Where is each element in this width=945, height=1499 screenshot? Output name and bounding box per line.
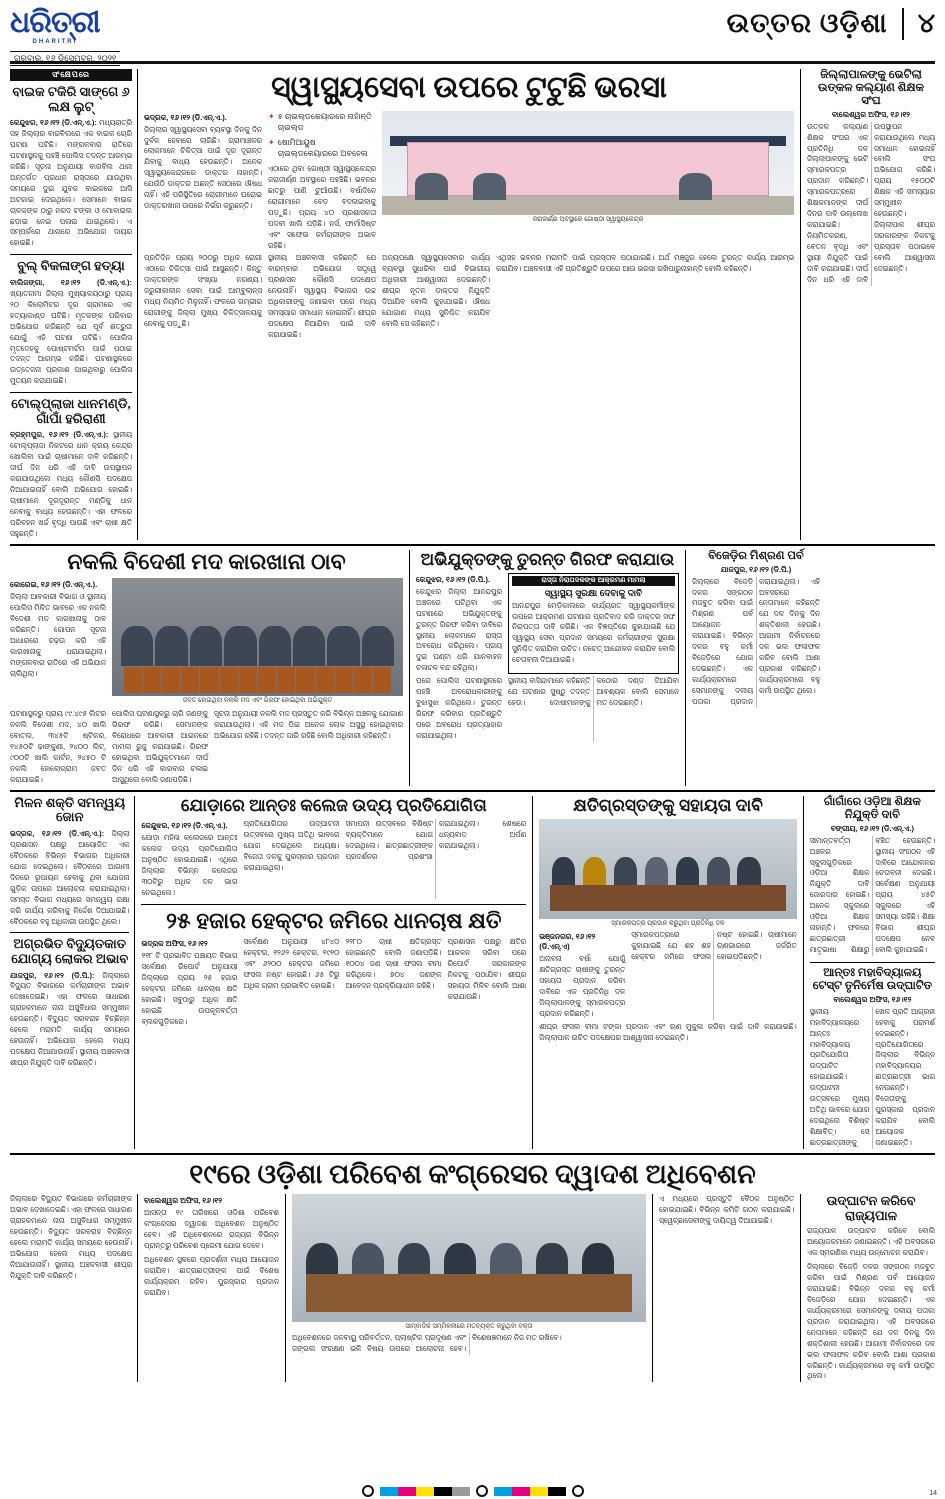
paddy-para-1: ୧୧୮ ଟି ପ୍ରଭାବିତ ପଞ୍ଚାୟତ ବିଭାଗ ସର୍ବେକ୍ଷଣ ରିପୋର୍ଟ ଅନୁଯାୟୀ ଜିଲ୍ଲାରେ ପ୍ରାୟ ୨୫ ହଜାର ହେକ୍ଟର ଜମିରେ ଧାନଚାଷ କ୍ଷତି ହୋଇଛି। ସବୁଠାରୁ ଅଧିକ କ୍ଷତି ହୋଇଛି ଉପକୂଳବର୍ତ୍ତୀ ବ୍ଲକଗୁଡ଼ିକରେ।	[141, 951, 238, 1026]
brief-headline: ଟୋଲ୍‌ପ୍ଲାଜା ଧାନମଣ୍ଡି, ଗାଁପାଁ ହରିରାଣୀ	[11, 396, 131, 426]
brief-item[interactable]	[10, 254, 132, 387]
fake-liquor-para-4: ସୂଚନା ଅନୁଯାୟୀ ନକଲି ମଦ ପ୍ରସ୍ତୁତ କରି ବିଭିନ୍ନ ଅଞ୍ଚଳକୁ ଯୋଗାଣ କରାଯାଉଥିଲା। ଏହି ମଦ ପିଇ ଅନେକ ଲୋକ ଅସୁସ୍ଥ ହୋଇଥିବାର ଅଭିଯୋଗ ରହିଛି। ତଦନ୍ତ ଜାରି ରହିଛି ବୋଲି ଅଧିକାରୀ କହିଛନ୍ତି।	[214, 709, 403, 741]
lead-para-1: ଜିଲ୍ଲାର ସ୍ୱାସ୍ଥ୍ୟସେବା ବ୍ୟବସ୍ଥା ଦିନକୁ ଦିନ ଦୁର୍ବଳ ହେବାରେ ଲାଗିଛି। ଗ୍ରାମାଞ୍ଚଳର ଲୋକମାନେ ଚିକିତ୍ସା ପାଇଁ ଦୂର ଦୂରାନ୍ତ ଯିବାକୁ ବାଧ୍ୟ ହେଉଛନ୍ତି। ଅନେକ ସ୍ୱାସ୍ଥ୍ୟକେନ୍ଦ୍ରରେ ଡାକ୍ତର ନାହାନ୍ତି। ଯେଉଁଠି ଡାକ୍ତର ଅଛନ୍ତି ସେଠାରେ ଔଷଧ ନାହିଁ। ଏହି ପରିସ୍ଥିତିରେ ରୋଗୀମାନେ ଘରୋଇ ଡାକ୍ତରଖାନା ଉପରେ ନିର୍ଭର କରୁଛନ୍ତି।	[144, 124, 262, 211]
congress-para-2: ଅଧିବେଶନରେ ଜଳବାୟୁ ପରିବର୍ତ୍ତନ, ପ୍ଲାଷ୍ଟିକ ପ୍ରଦୂଷଣ ଏବଂ ଜଙ୍ଗଲ ସଂରକ୍ଷଣ ଭଳି ବିଷୟ ଉପରେ ଆଲୋଚନା ହେବ। ବିଶେଷଜ୍ଞମାନେ ନିଜ ମତ ରଖିବେ।	[292, 1333, 562, 1354]
congress-photo-caption: ସାମ୍ବାଦିକ ସମ୍ମିଳନୀରେ ମତବ୍ୟକ୍ତ କରୁଥିବା ବକ୍ତା	[405, 1323, 533, 1331]
brief-byline: ବ୍ରହ୍ମପୁର, ୧୬।୧୨ (ଡି.ଏନ୍.ଏ.):	[10, 430, 109, 440]
color-swatch-cyan	[494, 1487, 512, 1496]
story-college-and-paddy[interactable]	[141, 796, 533, 1149]
paddy-para-3: ୨୨୮୦ ଚାଷୀ କ୍ଷତିଗ୍ରସ୍ତ ହୋଇଛନ୍ତି ବୋଲି ଜଣାପଡ଼ିଛି। ୧୦୦୪ ଜଣ ଚାଷୀ ଫସଲ ବୀମା କରିଥିଲେ। ୭୦୪ ଜଣଙ୍କ ଆବେଦନ ପ୍ରକ୍ରିୟାଧୀନ ରହିଛି।	[345, 937, 442, 990]
congress-para-3: ଏ ମଧ୍ୟରେ ପ୍ରସ୍ତୁତି ବୈଠକ ଅନୁଷ୍ଠିତ ହୋଇଯାଇଛି। ବିଭିନ୍ନ କମିଟି ଗଠନ କରାଯାଇଛି। ସ୍ୱେଚ୍ଛାସେବୀଙ୍କୁ ଦାୟିତ୍ୱ ଦିଆଯାଇଛି।	[659, 1194, 794, 1226]
congress-col-2	[144, 1194, 286, 1382]
right-item[interactable]	[810, 796, 935, 956]
lead-bullet	[268, 137, 376, 160]
congress-headline: ୧୯ରେ ଓଡ଼ିଶା ପରିବେଶ କଂଗ୍ରେସର ଦ୍ୱାଦଶ ଅଧିବେଶନ	[189, 1158, 756, 1189]
right-column-mid[interactable]	[692, 550, 820, 786]
color-swatch-grey	[452, 1487, 470, 1496]
right-byline: ବଙ୍ଗୀୟ, ୧୬।୧୨ (ଡି.ଏନ୍.ଏ.)	[830, 823, 914, 833]
fake-liquor-para-3: ପୋଲିସ ଘଟଣାସ୍ଥଳରୁ ଚାରି ଜଣଙ୍କୁ ଗିରଫ କରିଛି। ସେମାନଙ୍କ ବିରୋଧରେ ଆବକାରୀ ଆଇନରେ ମାମଲା ରୁଜୁ କରାଯାଇଛି। ଗିରଫ ହୋଇଥିବା ଅଭିଯୁକ୍ତମାନେ ଦୀର୍ଘ ଦିନ ଧରି ଏହି କାରବାର ଚଳାଇ ଆସୁଥିଲେ ବୋଲି ଜଣାପଡ଼ିଛି।	[112, 709, 208, 784]
briefs-section-label: ସଂକ୍ଷେପରେ	[10, 69, 132, 81]
brief-byline: ବାଲିଜଙ୍ଗା, ୧୬।୧୨ (ଡି.ଏନ୍.ଏ.):	[10, 277, 132, 287]
bullet-marker: ✦	[268, 111, 275, 121]
brief-text: ଜିଲ୍ଲାରେ ବିଦ୍ୟୁତ ବିଭାଗରେ କର୍ମଚାରୀଙ୍କ ଅଭାବ ଦେଖାଦେଇଛି। ଏହା ଫଳରେ ସାଧାରଣ ଗ୍ରାହକମାନେ ନାନା ଅସୁବିଧାର ସମ୍ମୁଖୀନ ହେଉଛନ୍ତି। ବିଦ୍ୟୁତ ସରବରାହ ବିଚ୍ଛିନ୍ନ ହେଲେ ମରାମତି କାର୍ଯ୍ୟ ସମୟରେ ହେଉନାହିଁ। ଅଭିଯୋଗ ହେଲେ ମଧ୍ୟ ପଦକ୍ଷେପ ନିଆଯାଉନାହିଁ। ସ୍ଥାନୀୟ ଅଞ୍ଚଳବାସୀ ଶୀଘ୍ର ନିଯୁକ୍ତି ଦାବି କରିଛନ୍ତି।	[10, 970, 130, 1068]
story-paddy[interactable]	[141, 904, 526, 1028]
paddy-para-2: ସର୍ବେକ୍ଷଣ ଅନୁଯାୟୀ ୪୮୪୦ ହେକ୍ଟର, ୧୨୬୨ ହେକ୍ଟର, ୧୯୧୦ ଏବଂ ୬୨୦୦ ହେକ୍ଟର ଜମିରେ ଫସଲ ନଷ୍ଟ ହୋଇଛି। ୬୫ ଟିରୁ ଅଧିକ ଗ୍ରାମ ପ୍ରଭାବିତ ହୋଇଛି।	[243, 937, 340, 990]
arrest-sidebar	[508, 573, 679, 675]
story-fake-liquor[interactable]	[10, 550, 410, 786]
right-item[interactable]	[810, 962, 935, 1149]
lead-col-1	[144, 111, 262, 252]
brief-text: ଜିଲ୍ଲା ପ୍ରଶାସନ ପକ୍ଷରୁ ଆୟୋଜିତ ଏକ ବୈଠକରେ ବିଭିନ୍ନ ବିଭାଗର ଅଧିକାରୀ ଯୋଗ ଦେଇଥିଲେ। ବୈଠକରେ ଆଗାମୀ ଦିନରେ ରୂପାୟନ ହେବାକୁ ଥିବା ଯୋଜନା ଗୁଡ଼ିକ ଉପରେ ଆଲୋଚନା କରାଯାଇଥିଲା। ସମସ୍ତ ବିଭାଗ ମଧ୍ୟରେ ସମନ୍ୱୟ ରକ୍ଷା କରି କାର୍ଯ୍ୟ କରିବାକୁ ନିର୍ଦ୍ଦେଶ ଦିଆଯାଇଛି। ବୈଠକରେ ବହୁ ଅଧିକାରୀ ଉପସ୍ଥିତ ଥିଲେ।	[10, 829, 130, 926]
registration-mark-icon	[572, 1485, 584, 1497]
arrest-headline: ଅଭିଯୁକ୍ତଙ୍କୁ ତୁରନ୍ତ ଗିରଫ କରାଯାଉ	[420, 549, 675, 569]
right-byline: ବାଲେଶ୍ୱର ଅଫିସ, ୧୬।୧୨	[832, 109, 910, 119]
masthead	[10, 8, 935, 64]
congress-side-headline: ଉଦ୍‌ଘାଟନ କରିବେ ରାଜ୍ୟପାଳ	[826, 1193, 916, 1223]
briefs-column-cont	[10, 796, 135, 1149]
page-number: ୪	[902, 8, 935, 40]
top-band	[10, 69, 935, 540]
brief-headline: ବୁଲ୍‌ ବିକଳାଙ୍ଗ ହତ୍ୟା	[17, 258, 125, 274]
brief-headline: ଅଗ୍ରଭିତ ବିଦ୍ୟୁତକାତ ଯୋଗ୍ୟ ଲୋକର ଅଭାବ	[11, 936, 129, 966]
brief-item[interactable]	[10, 392, 132, 539]
arrest-byline: କେନ୍ଦୁଝର, ୧୬।୧୨ (ଡି.ପି.).	[416, 574, 491, 584]
fake-liquor-photo-caption: ଜବତ ହୋଇଥିବା ନକଲି ମଦ ଏବଂ ଗିରଫ ହୋଇଥିବା ଅଭିଯୁକ୍ତ	[182, 697, 333, 705]
congress-side-extra: ଜିଲ୍ଲାରେ ବିଜେଡ଼ି ଦଳର ସଙ୍ଗଠନ ମଜବୁତ କରିବା ପାଇଁ ମିଶ୍ରଣ ପର୍ବ ଆୟୋଜନ କରାଯାଇଛି। ବିଭିନ୍ନ ଦଳର ବହୁ କର୍ମୀ ବିଜେଡ଼ିରେ ଯୋଗ ଦେଇଛନ୍ତି। ଏକ କାର୍ଯ୍ୟକ୍ରମରେ ସେମାନଙ୍କୁ ଦଳୀୟ ପତାକା ପ୍ରଦାନ କରାଯାଇଥିଲା। ଏହି ଅବସରରେ ନେତାମାନେ କହିଛନ୍ତି ଯେ ଦଳ ଦିନକୁ ଦିନ ଶକ୍ତିଶାଳୀ ହେଉଛି। ଆଗାମୀ ନିର୍ବାଚନରେ ଦଳ ଭଲ ଫଳାଫଳ କରିବ ବୋଲି ଆଶା ପ୍ରକାଶ କରିଛନ୍ତି। କାର୍ଯ୍ୟକ୍ରମରେ ବହୁ କର୍ମୀ ଉପସ୍ଥିତ ଥିଲେ।	[807, 1262, 935, 1381]
bullet-text: ୫ ଚାଇଲ୍ଡକେୟାରରେ ନାହାଁନ୍ତି ଚାଇଲ୍ଡ	[277, 111, 372, 133]
second-band	[10, 550, 935, 786]
arrest-para-1: କେନ୍ଦୁଝର ଜିଲ୍ଲା ଆନନ୍ଦପୁର ଅଞ୍ଚଳରେ ଘଟିଥିବା ଏକ ଘଟଣାରେ ଅଭିଯୁକ୍ତଙ୍କୁ ତୁରନ୍ତ ଗିରଫ କରିବା ଦାବିରେ ସ୍ଥାନୀୟ ଲୋକମାନେ ରାସ୍ତା ଅବରୋଧ କରିଥିଲେ। ପ୍ରାୟ ଦୁଇ ଘଣ୍ଟା ଧରି ଯାନବାହନ ଚଳାଚଳ ବନ୍ଦ ରହିଥିଲା।	[416, 586, 502, 673]
arrest-para-3: ସ୍ଥାନୀୟ ବାସିନ୍ଦାମାନେ କହିଛନ୍ତି ଯେ ଘଟଣାର ସୁଷ୍ଠୁ ତଦନ୍ତ ହେଉ। ଦୋଷୀମାନଙ୍କୁ କଠୋର ଦଣ୍ଡ ଦିଆଯିବା ଆବଶ୍ୟକ ବୋଲି ସେମାନେ ମତ ଦେଇଛନ୍ତି।	[508, 676, 679, 708]
story-congress[interactable]	[10, 1159, 935, 1382]
brief-headline: ମିଳନ ଶକ୍ତି ସମନ୍ୱୟ ଜୋନ	[14, 794, 126, 825]
brief-text: ସ୍ଥାନୀୟ ଟୋଲ୍‌ପ୍ଲାଜା ନିକଟରେ ଧାନ କ୍ରୟ କେନ୍ଦ୍ର ଖୋଲିବା ପାଇଁ ଚାଷୀମାନେ ଦାବି କରିଛନ୍ତି। ଦୀର୍ଘ ଦିନ ଧରି ଏହି ଦାବି ଉପସ୍ଥାପନ କରାଯାଉଥିଲେ ମଧ୍ୟ କୌଣସି ପଦକ୍ଷେପ ନିଆଯାଇନାହିଁ ବୋଲି ଅଭିଯୋଗ ହୋଇଛି। ଚାଷୀମାନେ ଦୂରଦୂରାନ୍ତ ମଣ୍ଡିକୁ ଧାନ ନେବାକୁ ବାଧ୍ୟ ହେଉଛନ୍ତି। ଏହା ଫଳରେ ପରିବହନ ଖର୍ଚ୍ଚ ବୃଦ୍ଧି ପାଉଛି ଏବଂ ଚାଷୀ କ୍ଷତି ସହୁଛନ୍ତି।	[10, 430, 133, 538]
print-registration-bar	[0, 1483, 945, 1499]
aid-para-1: ଅନାବନା ବର୍ଷା ଯୋଗୁଁ କ୍ଷତିଗ୍ରସ୍ତ ଚାଷୀଙ୍କୁ ତୁରନ୍ତ ସହାୟତା ପ୍ରଦାନ କରିବା ଦାବିରେ ଏକ ପ୍ରତିନିଧି ଦଳ ଜିଲ୍ଲାପାଳଙ୍କୁ ସ୍ମାରକପତ୍ର ପ୍ରଦାନ କରିଛନ୍ତି।	[539, 953, 626, 1018]
lead-photo	[382, 111, 794, 215]
story-aid[interactable]	[539, 796, 803, 1149]
right-byline: ବାଲେଶ୍ୱର ଅଫିସ, ୧୬।୧୨	[833, 994, 912, 1004]
congress-col-1	[10, 1194, 138, 1382]
right-text: ସୀମାନ୍ତବର୍ତ୍ତୀ ଅଞ୍ଚଳର ସ୍କୁଲଗୁଡ଼ିକରେ ଓଡ଼ିଆ ଶିକ୍ଷକ ନିଯୁକ୍ତି ଦାବି ଜୋରଦାର ହୋଇଛି। ଅନେକ ସ୍କୁଲରେ ଓଡ଼ିଆ ଶିକ୍ଷକ ନାହାନ୍ତି। ଫଳରେ ଛାତ୍ରଛାତ୍ରୀ ମାତୃଭାଷା ଶିକ୍ଷାରୁ ବଞ୍ଚିତ ହେଉଛନ୍ତି। ସ୍ଥାନୀୟ ସଂଗଠନ ଏହି ଦାବିରେ ଆନ୍ଦୋଳନର ଚେତାବନୀ ଦେଇଛି। ସର୍ବେକ୍ଷଣ ଅନୁଯାୟୀ ପ୍ରାୟ ୪୫ଟି ସ୍କୁଲରେ ଏହି ସମସ୍ୟା ରହିଛି। ଶିକ୍ଷା ବିଭାଗ ଶୀଘ୍ର ପଦକ୍ଷେପ ନେବ ବୋଲି କୁହାଯାଇଛି।	[809, 835, 935, 955]
lead-para-4: ସ୍ଥାନୀୟ ଅଞ୍ଚଳବାସୀ କହିଛନ୍ତି ଯେ ବାରମ୍ବାର ଅଭିଯୋଗ ସତ୍ତ୍ୱେ ପ୍ରଶାସନ କୌଣସି ପଦକ୍ଷେପ ନେଉନାହିଁ। ସ୍ୱାସ୍ଥ୍ୟ ବିଭାଗର ଉଚ୍ଚ ଅଧିକାରୀଙ୍କୁ ଜଣାଇବା ପରେ ମଧ୍ୟ ସମସ୍ୟାର ସମାଧାନ ହୋଇନାହିଁ। ଶୀଘ୍ର ପଦକ୍ଷେପ ନିଆଯିବା ପାଇଁ ଦାବି କରାଯାଇଛି।	[268, 253, 376, 340]
aid-para-3: ଶୀଘ୍ର ଫସଲ ବୀମା ଟଙ୍କା ପ୍ରଦାନ ଏବଂ ଋଣ ମୁକୁଳା କରିବା ପାଇଁ ଦାବି କରାଯାଇଛି। ଜିଲ୍ଲାପାଳ ଉଚିତ ପଦକ୍ଷେପର ଆଶ୍ୱାସନା ଦେଇଛନ୍ତି।	[539, 1021, 797, 1042]
arrest-sidebar-text: ଆନନ୍ଦପୁର ମେଡ଼ିକାଲରେ କାର୍ଯ୍ୟରତ ସ୍ୱାସ୍ଥ୍ୟକର୍ମୀଙ୍କ ଉପରେ ଆକ୍ରମଣ ଘଟଣାର ପ୍ରତିବାଦ କରି ଡାକ୍ତର ସଙ୍ଘ ନିରାପତ୍ତା ଦାବି କରିଛି। ଏକ ବିଜ୍ଞପ୍ତିରେ କୁହାଯାଇଛି ଯେ ସ୍ୱାସ୍ଥ୍ୟ ସେବା ପ୍ରଦାନ ସମୟରେ କର୍ମଚାରୀଙ୍କ ସୁରକ୍ଷା ସୁନିଶ୍ଚିତ କରାଯିବା ଉଚିତ। ନଚେତ୍ ଆନ୍ଦୋଳନ କରାଯିବ ବୋଲି ଚେତାବନୀ ଦିଆଯାଇଛି।	[512, 600, 675, 665]
aid-photo-caption: ସ୍ମାରକପତ୍ର ପ୍ରଦାନ କରୁଥିବା ପ୍ରତିନିଧି ଦଳ	[611, 919, 725, 927]
congress-photo	[292, 1194, 646, 1322]
paddy-byline: ଭଦ୍ରକ ଅଫିସ, ୧୬।୧୨	[141, 939, 208, 949]
congress-side[interactable]	[807, 1194, 935, 1382]
right-column-bottom[interactable]	[810, 796, 935, 1149]
lead-para-3: ପ୍ରତିଦିନ ପ୍ରାୟ ୨୦୦ରୁ ଅଧିକ ରୋଗୀ ଏଠାରେ ଚିକିତ୍ସା ପାଇଁ ଆସୁଛନ୍ତି। କିନ୍ତୁ ଡାକ୍ତରଙ୍କ ସଂଖ୍ୟା ନଗଣ୍ୟ। ଜରୁରୀକାଳୀନ ସେବା ପାଇଁ ଆମ୍ବୁଲାନ୍ସ ମଧ୍ୟ ନିୟମିତ ମିଳୁନାହିଁ। ଫଳରେ ଗମ୍ଭୀର ରୋଗୀଙ୍କୁ ଜିଲ୍ଲା ମୁଖ୍ୟ ଚିକିତ୍ସାଳୟକୁ ନେବାକୁ ପଡ଼ୁଛି।	[144, 253, 262, 329]
third-band	[10, 796, 935, 1149]
lead-para-5: ଅନ୍ୟପକ୍ଷେ ସ୍ୱାସ୍ଥ୍ୟସେବାର କାର୍ଯ୍ୟ ବ୍ୟବସ୍ଥା ସୁଧାରିବା ପାଇଁ ବିଭାଗୀୟ ଅଧିକାରୀ ଆଶ୍ୱାସନା ଦେଇଛନ୍ତି। ଶୀଘ୍ର ନୂତନ ଡାକ୍ତର ନିଯୁକ୍ତି ଦିଆଯିବ ବୋଲି କୁହାଯାଇଛି। ଔଷଧ ଯୋଗାଣ ମଧ୍ୟ ସୁନିଶ୍ଚିତ କରାଯିବ ବୋଲି ସେ କହିଛନ୍ତି।	[382, 253, 490, 329]
brief-text: ଖ୍ୟାତନାମା ଜିଲ୍ଲା ମୁଖ୍ୟାଳୟଠାରୁ ପ୍ରାୟ ୨୦ କିଲୋମିଟର ଦୂର ଗ୍ରାମରେ ଏକ ହତ୍ୟାକାଣ୍ଡ ଘଟିଛି। ମୃତକଙ୍କ ପରିବାର ଅଭିଯୋଗ କରିଛନ୍ତି ଯେ ପୂର୍ବ ଶତ୍ରୁତା ଯୋଗୁଁ ଏହି ଘଟଣା ଘଟିଛି। ପୋଲିସ ମୃତଦେହକୁ ପୋଷ୍ଟମର୍ଟମ ପାଇଁ ପଠାଇ ତଦନ୍ତ ଆରମ୍ଭ କରିଛି। ଘଟଣାସ୍ଥଳରେ ଉତ୍ତେଜନା ପ୍ରକାଶ ପାଇଥିବାରୁ ପୋଲିସ ମୁତୟନ କରାଯାଇଛି।	[10, 288, 132, 386]
college-headline: ଯୋଡ଼ାରେ ଆନ୍ତଃ କଲେଜ ଉଦ୍ୟ ପ୍ରତିଯୋଗିତା	[180, 795, 487, 815]
color-swatch-group-2	[494, 1487, 566, 1496]
color-swatch-magenta	[398, 1487, 416, 1496]
congress-col-4	[659, 1194, 801, 1382]
lead-headline: ସ୍ୱାସ୍ଥ୍ୟସେବା ଉପରେ ଟୁଟୁଛି ଭରସା	[271, 71, 667, 104]
lead-story[interactable]	[144, 69, 801, 540]
congress-para-4: ଅଧିବେଶନ ସ୍ଥଳରେ ପ୍ରଦର୍ଶନୀ ମଧ୍ୟ ଆୟୋଜନ କରାଯିବ। ଛାତ୍ରଛାତ୍ରୀଙ୍କ ପାଇଁ ବିଶେଷ କାର୍ଯ୍ୟକ୍ରମ ରହିବ। ପୁରସ୍କାର ପ୍ରଦାନ କରାଯିବ।	[144, 1254, 279, 1297]
color-swatch-yellow	[530, 1487, 548, 1496]
right-headline: ବିଜେଡ଼ିର ମିଶ୍ରଣ ପର୍ବ	[708, 549, 804, 562]
aid-byline: ଭଞ୍ଜନଗର, ୧୬।୧୨ (ଡି.ଏନ୍.ଏ)	[539, 931, 596, 951]
color-swatch-black	[434, 1487, 452, 1496]
dateline: ଗୁରୁବାର, ୧୬ ଡିସେମ୍ବର, ୨୦୨୧	[10, 51, 120, 66]
arrest-para-2: ପରେ ପୋଲିସ ଘଟଣାସ୍ଥଳରେ ପହଞ୍ଚି ଅବରୋଧକାରୀଙ୍କୁ ବୁଝାସୁଝା କରିଥିଲେ। ତୁରନ୍ତ ଗିରଫ କରିବାର ପ୍ରତିଶ୍ରୁତି ପରେ ଅବରୋଧ ପ୍ରତ୍ୟାହାର କରାଯାଇଥିଲା।	[416, 676, 502, 740]
lead-para-2: ଏଠାରେ ଥିବା ଗୋଷ୍ଠୀ ସ୍ୱାସ୍ଥ୍ୟକେନ୍ଦ୍ର ଜରାଜୀର୍ଣ୍ଣ ଅବସ୍ଥାରେ ପହଞ୍ଚିଛି। ଭବନର ଛାତରୁ ପାଣି ଚୁଆଁଉଛି। ବର୍ଷାଦିନେ ରୋଗୀମାନେ ବେଡ଼ ବଦଳାଇବାକୁ ପଡ଼ୁଛି। ପ୍ରାୟ ୪୦ ପ୍ରଶାସକତା ପଦବୀ ଖାଲି ପଡ଼ିଛି। ନର୍ସ, ଫାର୍ମାସିଷ୍ଟ ଏବଂ ସଫେଇ କର୍ମଚାରୀଙ୍କ ଅଭାବ ରହିଛି।	[268, 163, 376, 250]
newspaper-logo[interactable]	[10, 8, 120, 45]
color-swatch-magenta	[512, 1487, 530, 1496]
brief-byline: କେନ୍ଦୁଝର, ୧୬।୧୨ (ଡି.ଏନ୍.ଏ.):	[10, 118, 97, 128]
lead-bottom-row	[144, 253, 794, 341]
bullet-marker: ✦	[268, 137, 275, 147]
brief-byline: ଭଦ୍ରକ, ୧୬।୧୨ (ଡି.ଏନ୍.ଏ.):	[10, 829, 105, 839]
congress-para-5: ରାଜ୍ୟପାଳ ଉଦ୍‌ଘାଟନ କରିବେ ବୋଲି ଆୟୋଜକମାନେ ଜଣାଇଛନ୍ତି। ଏହି ଅବସରରେ ଏକ ସ୍ମରଣିକା ମଧ୍ୟ ଉନ୍ମୋଚନ କରାଯିବ।	[807, 1226, 935, 1258]
college-para-3: ସମାପନୀ ଉତ୍ସବରେ ବିଶିଷ୍ଟ ବ୍ୟକ୍ତିମାନେ ଯୋଗ ଦେଇଥିଲେ। ଛାତ୍ରଛାତ୍ରୀଙ୍କ ପ୍ରଦର୍ଶନର ପ୍ରଶଂସା କରାଯାଇଥିଲା। ଶେଷରେ ଧନ୍ୟବାଦ ଅର୍ପଣ କରାଯାଇଥିଲା।	[345, 818, 527, 861]
logo-subtext: DHARITRI	[32, 39, 78, 45]
college-para-1: ଯୋଡ଼ା ମହିଳା କଲେଜରେ ଆନ୍ତଃ କଲେଜ ଉଦ୍ୟ ପ୍ରତିଯୋଗିତା ଅନୁଷ୍ଠିତ ହୋଇଯାଇଛି। ଏଥିରେ ଜିଲ୍ଲାର ବିଭିନ୍ନ କଲେଜର ୩୦ଟିରୁ ଅଧିକ ଦଳ ଭାଗ ନେଇଥିଲେ।	[141, 832, 238, 897]
paddy-para-4: ପ୍ରଶାସନ ପକ୍ଷରୁ କ୍ଷତିର ଆକଳନ ସରିବା ପରେ ରିପୋର୍ଟ ସରକାରଙ୍କ ନିକଟକୁ ପଠାଯିବ। ଶୀଘ୍ର ସହାୟତା ମିଳିବ ବୋଲି ଆଶା କରାଯାଉଛି।	[447, 937, 527, 1001]
fake-liquor-photo	[112, 578, 403, 696]
brief-item[interactable]	[10, 796, 129, 928]
masthead-left	[10, 8, 120, 66]
fake-liquor-headline: ନକଲି ବିଦେଶୀ ମଦ କାରଖାନା ଠାବ	[67, 548, 346, 574]
aid-photo	[539, 819, 796, 919]
lead-top-row	[144, 111, 794, 252]
lead-photo-block	[382, 111, 794, 252]
arrest-sidebar-headline: ସ୍ୱାସ୍ଥ୍ୟ ସୁରକ୍ଷା ଦେବାକୁ ଦାବି	[544, 587, 643, 598]
lead-bullet	[268, 111, 376, 134]
right-byline: ଯାଜପୁର, ୧୬।୧୨ (ଡି.ପି.)	[720, 564, 792, 574]
lead-byline: ଭଦ୍ରକ, ୧୬।୧୨ (ଡି.ଏନ୍.ଏ.).	[144, 112, 227, 122]
lead-bullets	[268, 111, 376, 252]
bullet-text: ଷୋମିଆୟୁଷ ଚାଇଲ୍ଡକେୟାରରେ ଅବହେଳା	[277, 137, 368, 159]
right-headline: ଆନ୍ତଃ ମହାବିଦ୍ୟାଳୟ ଟେସ୍ଟ ତୃନିର୍ମେଷ ଉଦ୍‌ଘାଟିତ	[812, 966, 932, 992]
brief-item[interactable]	[10, 932, 129, 1069]
registration-mark-icon	[476, 1485, 488, 1497]
color-swatch-yellow	[416, 1487, 434, 1496]
brief-text: ମଧ୍ୟରାତ୍ରି ସହ ଜିଲ୍ଲାର ବାରବିଲରେ ଏକ ବାଇକ ଚୋରି ଘଟଣା ଘଟିଛି। ମଙ୍ଗଳବାର ରାତିରେ ଘଟଣାସ୍ଥଳକୁ ପହଞ୍ଚି ପୋଲିସ ତଦନ୍ତ ଆରମ୍ଭ କରିଛି। ସୂଚନା ଅନୁଯାୟୀ ବାରବିଲ ଥାନା ଅନ୍ତର୍ଗତ ପ୍ରଧାନ ରାସ୍ତାରେ ଯାଉଥିବା ସମୟରେ ଦୁଇ ଯୁବକ ବାଇକରେ ଆସି ଅଟକାଇ ଦେଇଥିଲେ। ସେମାନେ ବାଇକ ଚାଳକଙ୍କ ଠାରୁ ନଗଦ ଟଙ୍କା ଓ ମୋବାଇଲ ଛଡ଼ାଇ ନେଇ ପଳାଇ ଯାଇଥିଲେ। ଏ ସମ୍ପର୍କରେ ଥାନାରେ ଅଭିଯୋଗ ଦାୟର ହୋଇଛି।	[10, 118, 132, 248]
brief-headline: ବାଇକ ଟକିରି ସାଙ୍ଗେ ୬ ଲକ୍ଷ ଲୁଟ୍	[12, 84, 130, 114]
college-byline: କେନ୍ଦୁଝର, ୧୬।୧୨ (ଡି.ଏନ୍.ଏ.).	[141, 820, 228, 830]
brief-item[interactable]	[10, 85, 132, 249]
congress-filler: ଜିଲ୍ଲାରେ ବିଦ୍ୟୁତ ବିଭାଗରେ କର୍ମଚାରୀଙ୍କ ଅଭାବ ଦେଖାଦେଇଛି। ଏହା ଫଳରେ ସାଧାରଣ ଗ୍ରାହକମାନେ ନାନା ଅସୁବିଧାର ସମ୍ମୁଖୀନ ହେଉଛନ୍ତି। ବିଦ୍ୟୁତ ସରବରାହ ବିଚ୍ଛିନ୍ନ ହେଲେ ମରାମତି କାର୍ଯ୍ୟ ସମୟରେ ହେଉନାହିଁ। ଅଭିଯୋଗ ହେଲେ ମଧ୍ୟ ପଦକ୍ଷେପ ନିଆଯାଉନାହିଁ। ସ୍ଥାନୀୟ ଅଞ୍ଚଳବାସୀ ଶୀଘ୍ର ନିଯୁକ୍ତି ଦାବି କରିଛନ୍ତି।	[10, 1194, 132, 1280]
section-title: ଉତ୍ତର ଓଡ଼ିଶା	[726, 8, 888, 38]
fake-liquor-byline: କୋରେଇ, ୧୬।୧୨ (ଡି.ଏନ୍.ଏ.).	[10, 580, 98, 590]
color-swatch-cyan	[380, 1487, 398, 1496]
aid-headline: କ୍ଷତିଗ୍ରସ୍ତଙ୍କୁ ସହାୟତା ଦାବି	[573, 795, 763, 815]
fake-liquor-para-1: ଜିଲ୍ଲା ଆବକାରୀ ବିଭାଗ ଓ ସ୍ଥାନୀୟ ପୋଲିସ ମିଳିତ ଭାବରେ ଏକ ନକଲି ବିଦେଶୀ ମଦ କାରଖାନାକୁ ଠାବ କରିଛନ୍ତି। ଗୋପନ ସୂଚନା ଆଧାରରେ ଚଢ଼ଉ କରି ଏହି କାରଖାନାକୁ ଧରାଯାଇଥିଲା। ମଙ୍ଗଳବାର ରାତିରେ ଏହି ଅଭିଯାନ ଚାଲିଥିଲା।	[10, 592, 106, 678]
brief-byline: ଯାଜପୁର, ୧୬।୧୨ (ଡି.ପି.):	[10, 970, 103, 980]
story-arrest[interactable]	[416, 550, 686, 786]
logo-text: ଧରିତ୍ରୀ	[10, 6, 100, 39]
right-text: ଜିଲ୍ଲାରେ ବିଜେଡ଼ି ଦଳର ସଙ୍ଗଠନ ମଜବୁତ କରିବା ପାଇଁ ମିଶ୍ରଣ ପର୍ବ ଆୟୋଜନ କରାଯାଇଛି। ବିଭିନ୍ନ ଦଳର ବହୁ କର୍ମୀ ବିଜେଡ଼ିରେ ଯୋଗ ଦେଇଛନ୍ତି। ଏକ କାର୍ଯ୍ୟକ୍ରମରେ ସେମାନଙ୍କୁ ଦଳୀୟ ପତାକା ପ୍ରଦାନ କରାଯାଇଥିଲା। ଏହି ଅବସରରେ ନେତାମାନେ କହିଛନ୍ତି ଯେ ଦଳ ଦିନକୁ ଦିନ ଶକ୍ତିଶାଳୀ ହେଉଛି। ଆଗାମୀ ନିର୍ବାଚନରେ ଦଳ ଭଲ ଫଳାଫଳ କରିବ ବୋଲି ଆଶା ପ୍ରକାଶ କରିଛନ୍ତି। କାର୍ଯ୍ୟକ୍ରମରେ ବହୁ କର୍ମୀ ଉପସ୍ଥିତ ଥିଲେ।	[692, 576, 820, 706]
right-column-top[interactable]	[807, 69, 935, 540]
college-para-2: ପ୍ରତିଯୋଗିତାର ଉଦ୍‌ଘାଟନୀ ଉତ୍ସବରେ ମୁଖ୍ୟ ଅତିଥି ଭାବରେ ଯୋଗ ଦେଇଥିଲେ ଅଧ୍ୟକ୍ଷ। ବିଜେତା ଦଳକୁ ପୁରସ୍କାର ପ୍ରଦାନ କରାଯାଇଥିଲା।	[243, 818, 340, 872]
right-headline: ଜିଲ୍ଲାପାଳଙ୍କୁ ଭେଟିଲା ଉତ୍କଳ କଲ୍ୟାଣ ଶିକ୍ଷକ ସଂଘ	[818, 69, 924, 107]
arrest-sidebar-kicker: ରାସ୍ତା ନିରାପଦକଙ୍କ ଆକ୍ରମଣ ମାମଲା	[512, 576, 675, 586]
congress-photo-block	[292, 1194, 653, 1382]
folio-number: 14	[929, 1490, 937, 1497]
masthead-right	[727, 8, 935, 40]
color-swatch-group	[380, 1487, 470, 1496]
color-swatch-black	[548, 1487, 566, 1496]
lead-para-6: ଏଥିସହ ଭବନର ମରାମତି ପାଇଁ ପ୍ରସ୍ତାବ ପଠାଯାଇଛି। ଅର୍ଥ ମଞ୍ଜୁର ହେଲେ ତୁରନ୍ତ କାର୍ଯ୍ୟ ଆରମ୍ଭ କରାଯିବ। ଅଞ୍ଚଳବାସୀ ଏହି ପ୍ରତିଶ୍ରୁତି ଉପରେ ଆଉ ଭରସା ରଖିପାରୁନାହାନ୍ତି ବୋଲି କହିଛନ୍ତି।	[496, 253, 794, 274]
right-headline: ଗାଁଗାଁରେ ଓଡ଼ିଆ ଶିକ୍ଷକ ନିଯୁକ୍ତି ଦାବି	[823, 795, 921, 821]
briefs-column	[10, 69, 138, 540]
aid-para-2: ସ୍ମାରକପତ୍ରରେ କୁହାଯାଇଛି ଯେ ଶହ ଶହ ହେକ୍ଟର ଜମିରେ ଫସଲ ନଷ୍ଟ ହୋଇଛି। ଚାଷୀମାନେ ଋଣଭାରରେ ଜର୍ଜରିତ ହୋଇପଡ଼ିଛନ୍ତି।	[631, 929, 797, 961]
registration-mark-icon	[362, 1485, 374, 1497]
fake-liquor-para-2: ଘଟଣାସ୍ଥଳରୁ ପ୍ରାୟ ୯୯.୪୯୫ ଲିଟର ନକଲି ବିଦେଶୀ ମଦ, ୪୦ ଖାଲି ବୋତଲ, ୩୪୫ଟି ଷ୍ଟିକର, ୧୪୫୦ଟି ଢାଙ୍କୁଣୀ, ୨୪୦୦ ଲିଟ୍, ୯୦୦ଟି ଖାଲି କାର୍ଟନ, ୨୪୫୦ ଟି ନକଲି ହୋଲୋଗ୍ରାମ ଜବତ କରାଯାଇଛି।	[10, 709, 106, 784]
paddy-headline: ୨୫ ହଜାର ହେକ୍ଟର ଜମିରେ ଧାନଚାଷ କ୍ଷତି	[166, 907, 502, 933]
right-text: ସ୍ଥାନୀୟ ମହାବିଦ୍ୟାଳୟରେ ଆନ୍ତଃ ମହାବିଦ୍ୟାଳୟ ପ୍ରତିଯୋଗିତା ଉଦ୍‌ଘାଟିତ ହୋଇଯାଇଛି। ଉଦ୍‌ଘାଟନୀ ଉତ୍ସବରେ ମୁଖ୍ୟ ଅତିଥି ଭାବରେ ଯୋଗ ଦେଇଥିଲେ ବିଶିଷ୍ଟ ଶିକ୍ଷାବିତ୍। ସେ ଛାତ୍ରଛାତ୍ରୀଙ୍କୁ ଖେଳ ପ୍ରତି ଆଗ୍ରହୀ ହେବାକୁ ପରାମର୍ଶ ଦେଇଛନ୍ତି। ପ୍ରତିଯୋଗିତାରେ ଜିଲ୍ଲାର ବିଭିନ୍ନ ମହାବିଦ୍ୟାଳୟର ଛାତ୍ରଛାତ୍ରୀ ଭାଗ ନେଉଛନ୍ତି। ବିଜେତାଙ୍କୁ ପୁରସ୍କାର ପ୍ରଦାନ କରାଯିବ ବୋଲି ଆୟୋଜକ ଜଣାଇଛନ୍ତି।	[809, 1006, 935, 1147]
lead-photo-caption: ଜରାଜୀର୍ଣ୍ଣ ଅବସ୍ଥାରେ ଗୋଷ୍ଠୀ ସ୍ୱାସ୍ଥ୍ୟକେନ୍ଦ୍ର	[532, 215, 644, 223]
congress-para-1: ଆସନ୍ତା ୧୯ ତାରିଖରେ ଓଡ଼ିଶା ପରିବେଶ କଂଗ୍ରେସର ଦ୍ୱାଦଶ ଅଧିବେଶନ ଅନୁଷ୍ଠିତ ହେବ। ଏହି ଅଧିବେଶନରେ ରାଜ୍ୟର ବିଭିନ୍ନ ପ୍ରାନ୍ତରୁ ପରିବେଶ ପ୍ରେମୀ ଯୋଗ ଦେବେ।	[144, 1208, 279, 1250]
congress-byline: ବାଲେଶ୍ୱର ଅଫିସ, ୧୬।୧୨	[144, 1196, 222, 1206]
right-text: ଉତ୍କଳ କଲ୍ୟାଣ ଶିକ୍ଷକ ସଂଘର ଏକ ପ୍ରତିନିଧି ଦଳ ଜିଲ୍ଲାପାଳଙ୍କୁ ଭେଟି ସ୍ମାରକପତ୍ର ପ୍ରଦାନ କରିଛନ୍ତି। ସ୍ମାରକପତ୍ରରେ ଶିକ୍ଷକମାନଙ୍କ ଦୀର୍ଘ ଦିନର ଦାବି ଉଲ୍ଲେଖ କରାଯାଇଛି। ନିୟମିତକରଣ, ବେତନ ବୃଦ୍ଧି ଏବଂ ସ୍ଥାୟୀ ନିଯୁକ୍ତି ପାଇଁ ଦାବି କରାଯାଇଛି। ଦୀର୍ଘ ଦିନ ଧରି ଏହି ଦାବି ଉପସ୍ଥାପନ କରାଯାଉଥିଲେ ମଧ୍ୟ ସମାଧାନ ହୋଇନାହିଁ ବୋଲି ସଂଘ ଅଭିଯୋଗ କରିଛି। ପ୍ରାୟ ୧୫୦୦ଟି ଶିକ୍ଷକ ଏହି ସମସ୍ୟାର ସମ୍ମୁଖୀନ ହେଉଛନ୍ତି। ଜିଲ୍ଲାପାଳ ଶୀଘ୍ର ସରକାରଙ୍କ ନିକଟକୁ ପ୍ରସ୍ତାବ ପଠାଇବେ ବୋଲି ଆଶ୍ୱାସନା ଦେଇଛନ୍ତି।	[807, 121, 935, 284]
